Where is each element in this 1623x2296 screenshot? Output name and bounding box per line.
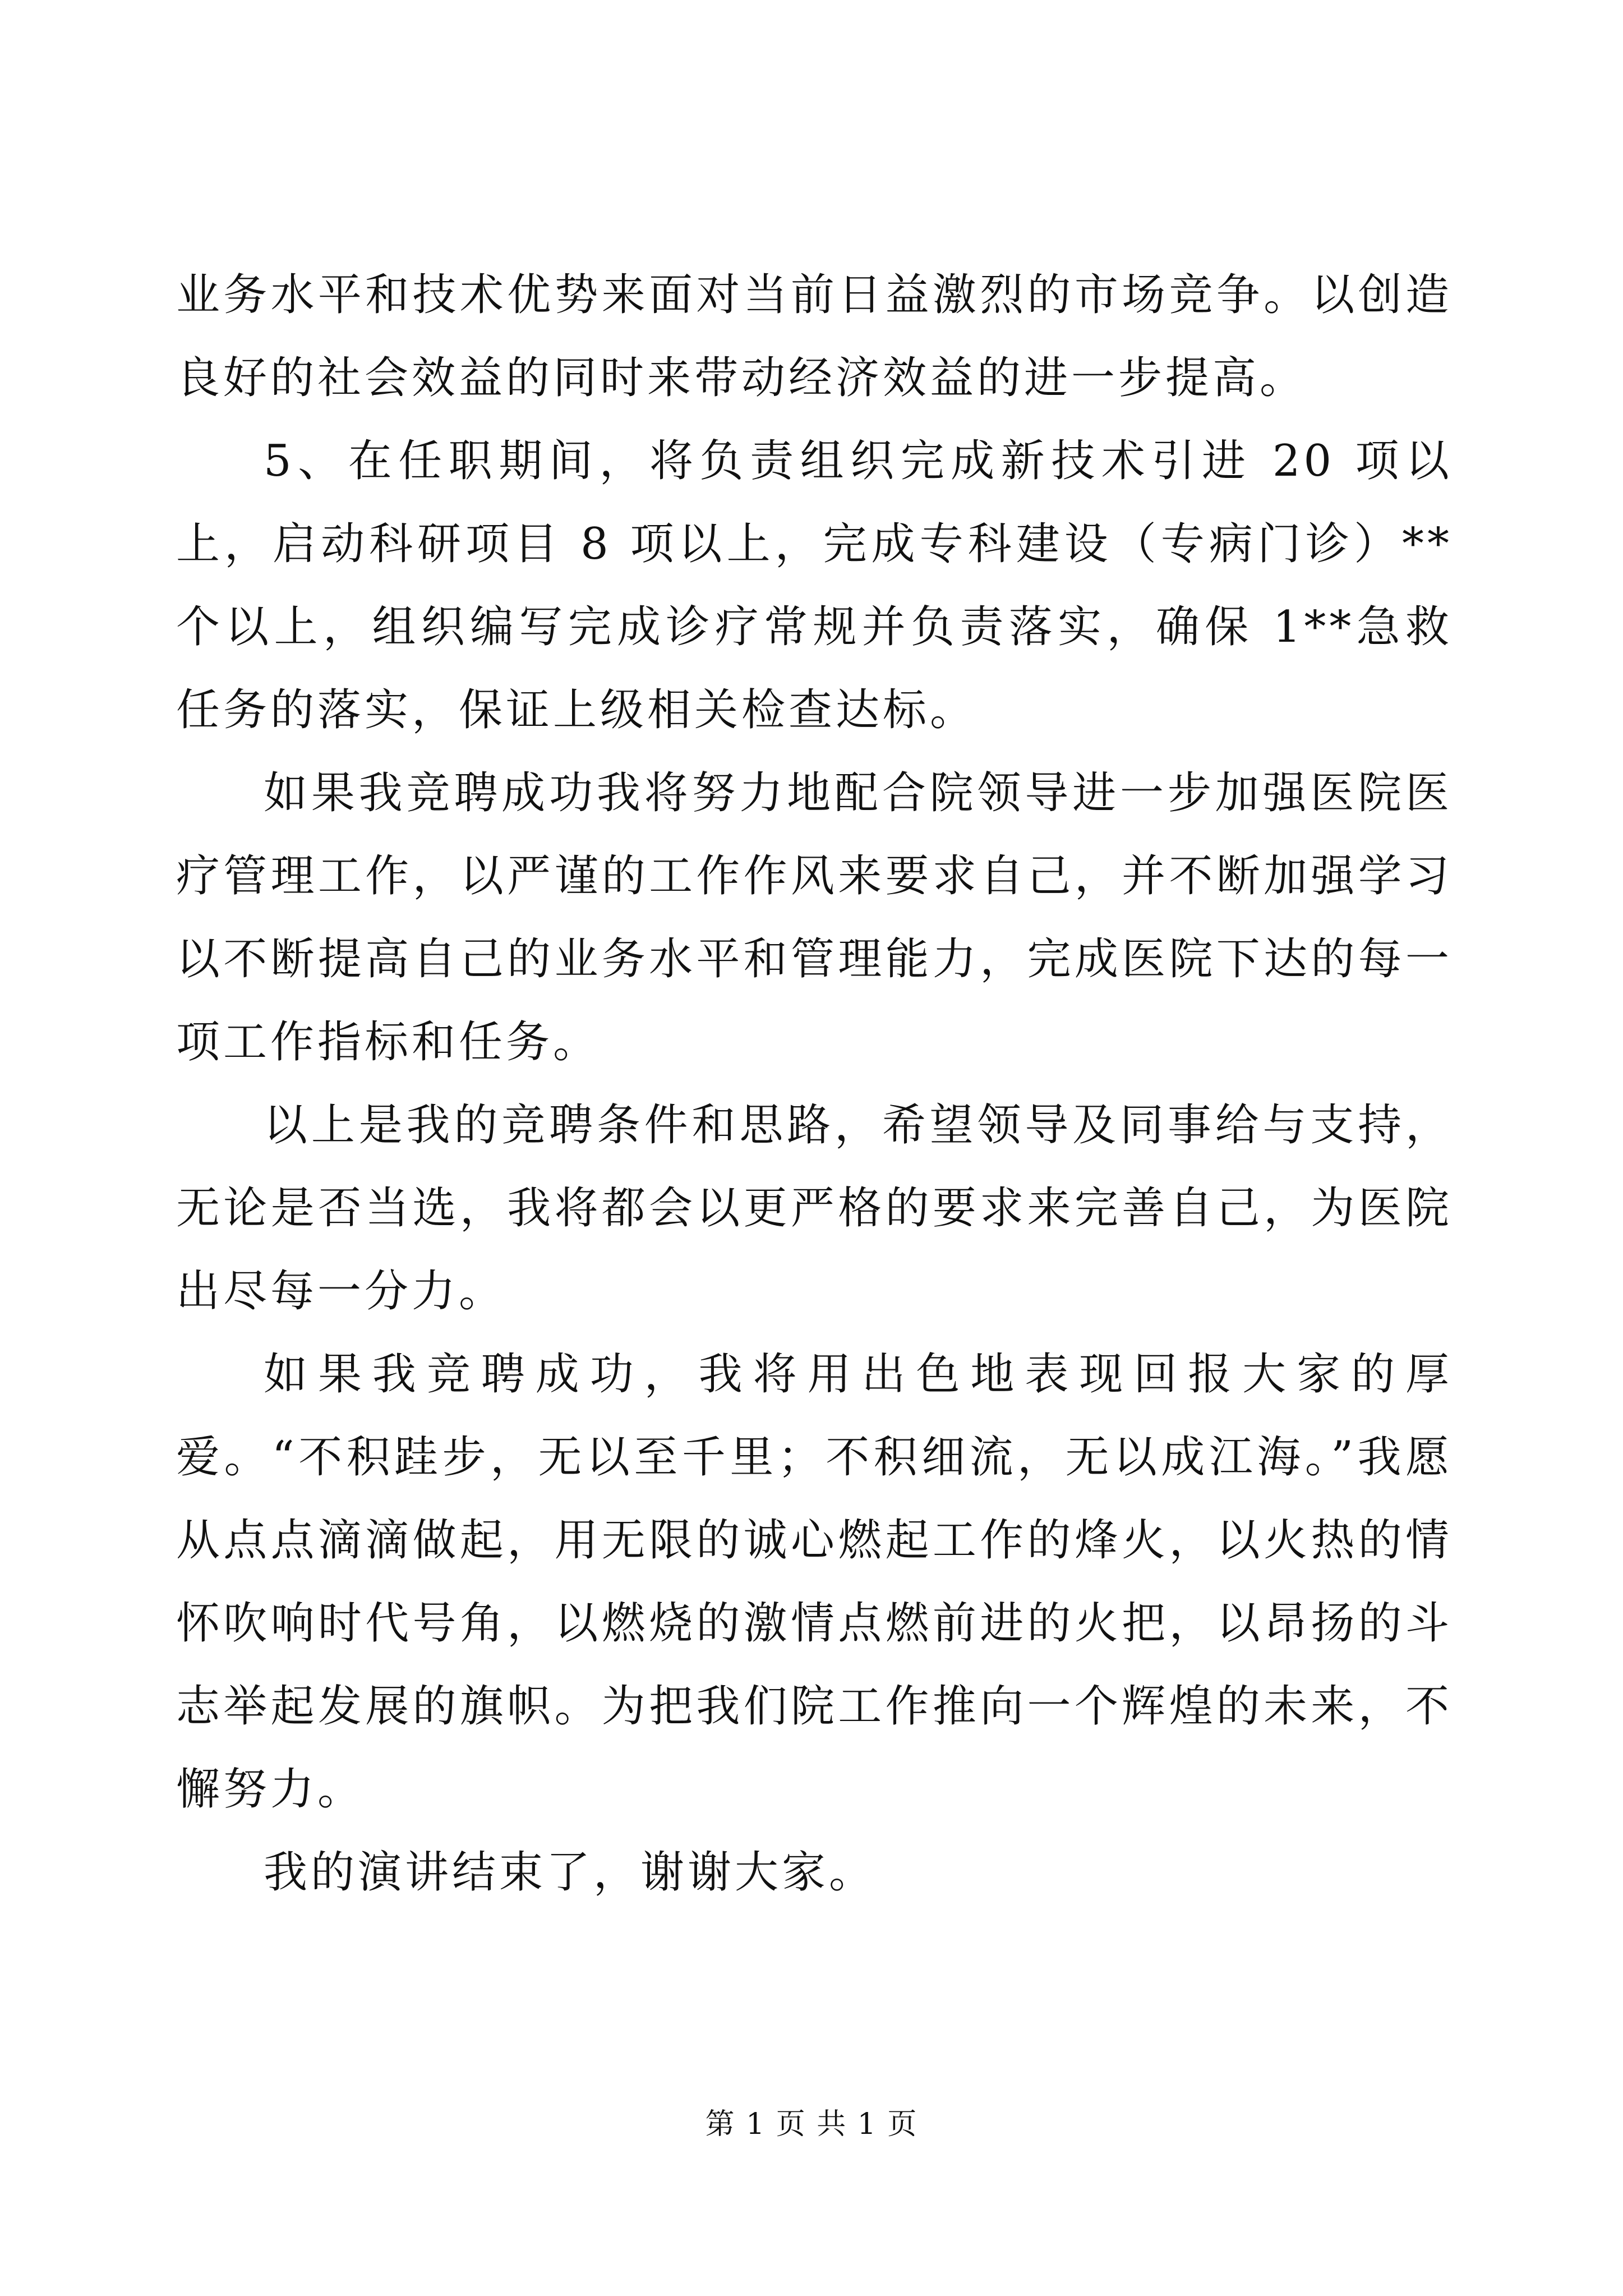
- paragraph-1: 业务水平和技术优势来面对当前日益激烈的市场竞争。以创造良好的社会效益的同时来带动经济效益的进一步提高。: [176, 270, 1453, 403]
- page-footer: 第 1 页 共 1 页: [705, 2108, 918, 2141]
- paragraph-4: 以上是我的竞聘条件和思路，希望领导及同事给与支持，无论是否当选，我将都会以更严格的要求来完善自己，为医院出尽每一分力。: [176, 1100, 1453, 1317]
- document-body: [176, 254, 1453, 1914]
- paragraph-6: 我的演讲结束了，谢谢大家。: [264, 1847, 877, 1898]
- paragraph-5: 如果我竞聘成功，我将用出色地表现回报大家的厚爱。“不积跬步，无以至千里；不积细流，无以成江海。”我愿从点点滴滴做起，用无限的诚心燃起工作的烽火，以火热的情怀吹响时代号角，以燃烧的激情点燃前进的火把，以昂扬的斗志举起发展的旗帜。为把我们院工作推向一个辉煌的未来，不懈努力。: [176, 1349, 1453, 1815]
- paragraph-2: 5、在任职期间，将负责组织完成新技术引进 20 项以上，启动科研项目 8 项以上，完成专科建设（专病门诊）**个以上，组织编写完成诊疗常规并负责落实，确保 1**急救任务的落实，保证上级相关检查达标。: [176, 436, 1453, 735]
- paragraph-3: 如果我竞聘成功我将努力地配合院领导进一步加强医院医疗管理工作，以严谨的工作作风来要求自己，并不断加强学习以不断提高自己的业务水平和管理能力，完成医院下达的每一项工作指标和任务。: [176, 768, 1453, 1068]
